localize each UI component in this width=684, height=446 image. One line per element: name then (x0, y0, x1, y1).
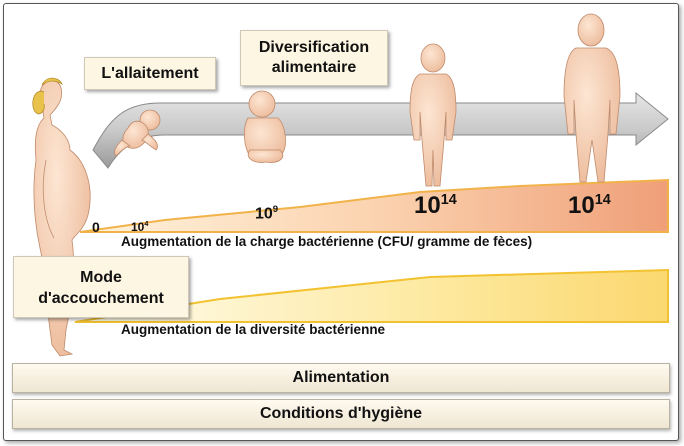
adult-standing-figure (564, 14, 620, 182)
bacterial-load-caption: Augmentation de la charge bactérienne (CFU/ gramme de fèces) (121, 234, 533, 249)
bacterial-diversity-caption: Augmentation de la diversité bactérienne (121, 322, 386, 337)
hygiene-bar (12, 399, 670, 429)
breastfeeding-text: L'allaitement (101, 65, 199, 82)
diversification-text: Diversification alimentaire (258, 39, 370, 76)
load-value-1e4: $10^4$ (131, 219, 149, 234)
delivery-mode-label (13, 256, 189, 318)
hygiene-bar-text: Conditions d'hygiène (259, 405, 423, 422)
load-value-1e14-child: $10^{14}$ (414, 192, 457, 219)
load-value-1e14-adult: $10^{14}$ (568, 192, 611, 219)
toddler-sitting-figure (244, 91, 285, 162)
child-standing-figure (410, 44, 456, 186)
load-value-1e9: $10^9$ (255, 204, 279, 223)
delivery-mode-text: Mode d'accouchement (38, 269, 164, 307)
load-value-0: 0 (92, 219, 100, 235)
food-bar (12, 363, 670, 393)
breastfeeding-label (84, 57, 216, 90)
food-bar-text: Alimentation (292, 369, 390, 386)
diversification-label (240, 30, 388, 86)
